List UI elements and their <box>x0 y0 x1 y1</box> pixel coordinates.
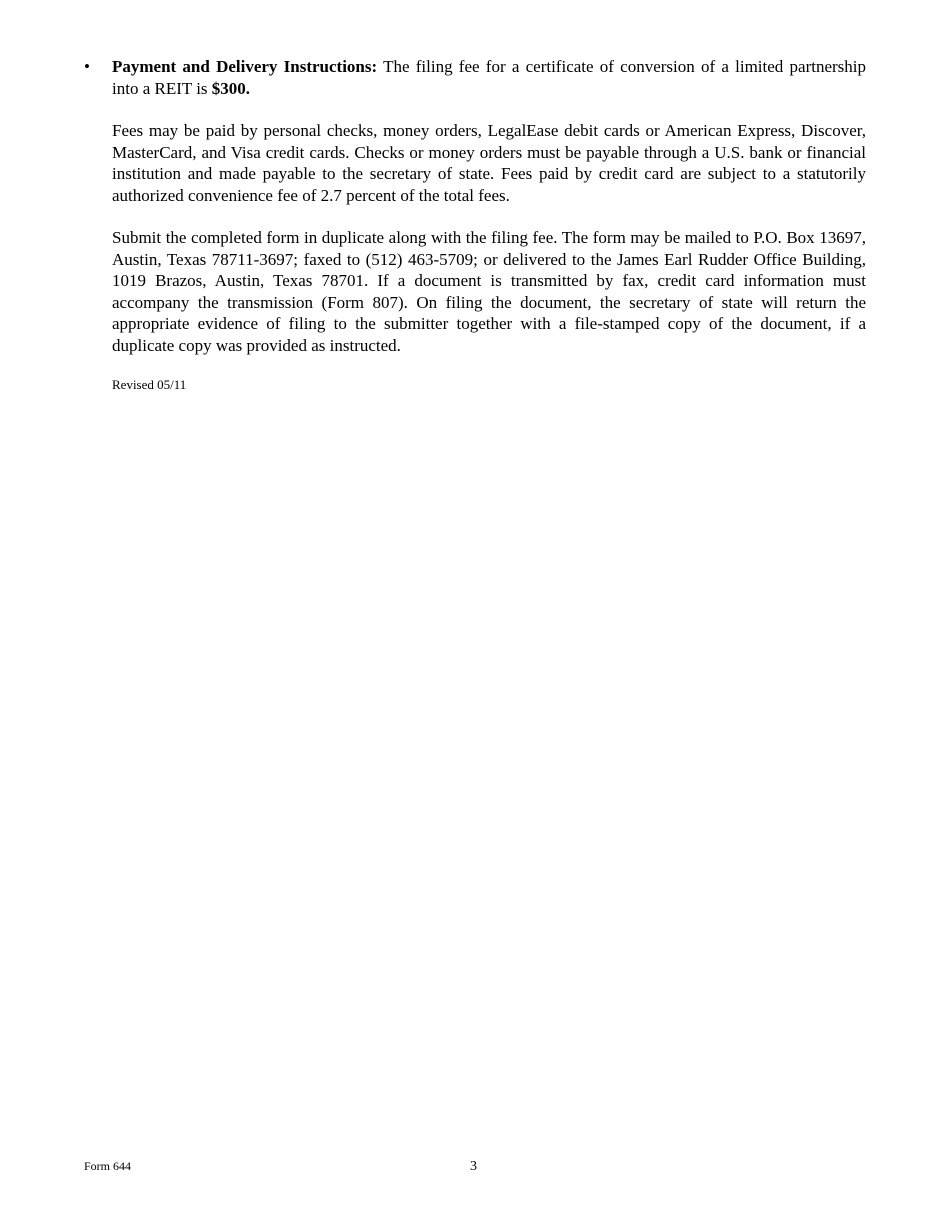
fee-intro-text: The filing fee for a certificate of conversion of a limited partnership into a REIT is <box>112 57 867 98</box>
submission-paragraph: Submit the completed form in duplicate along with the filing fee. The form may be mailed to P.O. Box 13697, Austin, Texas 78711-3697; faxed to (512) 463-5709; or delivered to the James Earl Rudder Office Building, 1019 Brazos, Austin, Texas 78701. If a document is transmitted by fax, credit card information must accompany the transmission (Form 807). On filing the document, the secretary of state will return the appropriate evidence of filing to the submitter together with a file-stamped copy of the document, if a duplicate copy was provided as instructed. <box>112 228 866 355</box>
fee-paragraph <box>112 56 866 99</box>
payment-delivery-section <box>84 56 866 393</box>
payment-methods-paragraph: Fees may be paid by personal checks, money orders, LegalEase debit cards or American Express, Discover, MasterCard, and Visa credit cards. Checks or money orders must be payable through a U.S. bank or financial institution and made payable to the secretary of state. Fees paid by credit card are subject to a statutorily authorized convenience fee of 2.7 percent of the total fees. <box>112 121 866 205</box>
section-heading: Payment and Delivery Instructions: <box>112 57 378 76</box>
section-content <box>112 56 866 393</box>
fee-amount: $300. <box>211 78 251 98</box>
bullet-point: • <box>84 57 90 76</box>
revision-date: Revised 05/11 <box>112 377 187 392</box>
footer-page-number: 3 <box>470 1159 477 1174</box>
footer-form-label: Form 644 <box>84 1159 132 1173</box>
